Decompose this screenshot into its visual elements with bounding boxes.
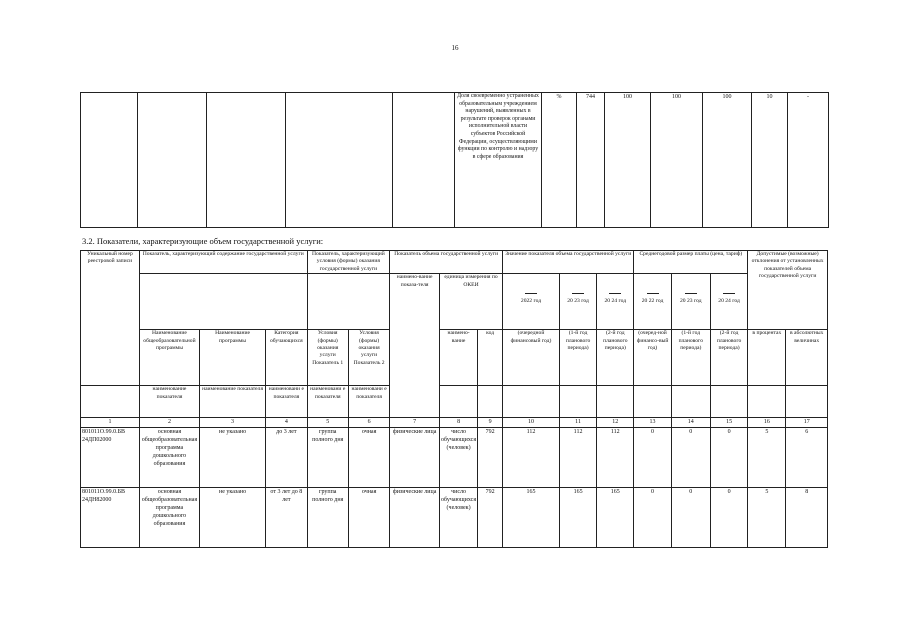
empty-cell	[81, 93, 138, 228]
empty-cell	[503, 386, 560, 418]
indicator-cell: физические лица	[390, 428, 440, 488]
unique-number-header: Уникальный номер реестровой записи	[81, 251, 140, 386]
year-underline	[647, 293, 659, 294]
program-cell: основная общеобразовательная программа дошкольного образования	[139, 428, 199, 488]
dev-absolute-cell: 6	[786, 428, 828, 488]
price-2023-header	[671, 274, 710, 330]
program-name-cell: не указано	[199, 488, 265, 548]
volume-indicators-table	[80, 250, 828, 548]
condition2-header: Условия (формы) оказания услуги Показатель 2	[348, 330, 389, 386]
table-row	[81, 428, 828, 488]
empty-cell	[286, 93, 393, 228]
column-number: 3	[199, 418, 265, 428]
volume-values-header: Значение показателя объема государственной услуги	[503, 251, 634, 274]
price-2023-cell: 0	[671, 488, 710, 548]
year-2023-label: 20 23 год	[567, 297, 589, 304]
year-2023-header	[559, 274, 596, 330]
column-number: 4	[266, 418, 307, 428]
unit-cell: %	[542, 93, 577, 228]
column-number: 10	[503, 418, 560, 428]
empty-cell	[439, 386, 477, 418]
column-number: 8	[439, 418, 477, 428]
value-2022-cell: 112	[503, 428, 560, 488]
indicator-name-cell: Доля своевременно устраненных образовательным учреждением нарушений, выявленных в результате проверок органами исполнительной власти субъектов Российской Федерации, осуществляющими функции по контролю и надзору в сфере образования	[455, 93, 542, 228]
header-row	[81, 330, 828, 386]
content-indicator-header: Показатель, характеризующий содержание государственной услуги	[139, 251, 307, 274]
value-2022-cell: 100	[605, 93, 651, 228]
program-name-header: Наименование программы	[199, 330, 265, 386]
header-row	[81, 251, 828, 274]
empty-cell	[710, 386, 747, 418]
unit-name-header: наимено-вание	[439, 330, 477, 386]
indicator-name-header: наименование показателя	[199, 386, 265, 418]
allowed-deviation-header: Допустимые (возможные) отклонения от установленных показателей объема государственной услуги	[748, 251, 828, 330]
column-number: 6	[348, 418, 389, 428]
value-2023-cell: 165	[559, 488, 596, 548]
deviation-percent-cell: 10	[752, 93, 788, 228]
section-heading: 3.2. Показатели, характеризующие объем государственной услуги:	[82, 236, 324, 246]
page-number: 16	[451, 44, 459, 52]
price-2024-cell: 0	[710, 428, 747, 488]
year-underline	[685, 293, 697, 294]
value-2022-cell: 165	[503, 488, 560, 548]
condition1-header: Условия (формы) оказания услуги Показатель 1	[307, 330, 348, 386]
year-2022-header	[503, 274, 560, 330]
planning-year1-header: (1-й год планового периода)	[559, 330, 596, 386]
table-row	[81, 93, 829, 228]
year-2024-label: 20 24 год	[604, 297, 627, 304]
column-number: 12	[597, 418, 634, 428]
year-underline	[525, 293, 537, 294]
year-2024-header	[597, 274, 634, 330]
value-2023-cell: 100	[651, 93, 703, 228]
program-name-cell: не указано	[199, 428, 265, 488]
student-category-header: Категория обучающихся	[266, 330, 307, 386]
price-2023-label: 20 23 год	[679, 297, 702, 304]
empty-cell	[559, 386, 596, 418]
unit-code-header: код	[478, 330, 503, 386]
conditions-indicator-header: Показатель, характеризующий условия (формы) оказания государственной услуги	[307, 251, 390, 274]
code-cell: 792	[478, 488, 503, 548]
column-number: 17	[786, 418, 828, 428]
quality-indicators-continuation-table	[80, 92, 829, 228]
indicator-name-header: наименовани е показателя	[266, 386, 307, 418]
deviation-absolute-cell: -	[788, 93, 829, 228]
column-number: 1	[81, 418, 140, 428]
column-number: 7	[390, 418, 440, 428]
indicator-name-header: наименовани е показателя	[307, 386, 348, 418]
empty-cell	[597, 386, 634, 418]
price-2022-cell: 0	[634, 428, 671, 488]
column-number: 16	[748, 418, 786, 428]
indicator-name-header: наименовани е показателя	[348, 386, 389, 418]
price-planning1-header: (1-й год планового периода)	[671, 330, 710, 386]
column-number: 14	[671, 418, 710, 428]
year-underline	[609, 293, 621, 294]
indicator-cell: физические лица	[390, 488, 440, 548]
condition1-cell: группа полного дня	[307, 488, 348, 548]
year-underline	[572, 293, 584, 294]
condition2-cell: очная	[348, 488, 389, 548]
unit-cell: число обучающихся (человек)	[439, 488, 477, 548]
planning-year2-header: (2-й год планового периода)	[597, 330, 634, 386]
empty-cell	[634, 386, 671, 418]
column-number: 13	[634, 418, 671, 428]
dev-percent-cell: 5	[748, 428, 786, 488]
price-2023-cell: 0	[671, 428, 710, 488]
in-percent-header: в процентах	[748, 330, 786, 386]
price-2022-label: 20 22 год	[641, 297, 664, 304]
empty-cell	[786, 386, 828, 418]
empty-cell	[671, 386, 710, 418]
avg-price-header: Среднегодовой размер платы (цена, тариф)	[634, 251, 748, 274]
column-number: 15	[710, 418, 747, 428]
dev-absolute-cell: 8	[786, 488, 828, 548]
volume-name-header: наимено-вание показа-теля	[390, 274, 440, 418]
value-2024-cell: 165	[597, 488, 634, 548]
in-absolute-header: в абсолютных величинах	[786, 330, 828, 386]
empty-cell	[307, 274, 390, 330]
price-2022-header	[634, 274, 671, 330]
header-row	[81, 386, 828, 418]
condition2-cell: очная	[348, 428, 389, 488]
column-numbers-row	[81, 418, 828, 428]
price-2024-cell: 0	[710, 488, 747, 548]
register-number-cell: 801011О.99.0.БВ 24ДП02000	[81, 428, 140, 488]
value-2023-cell: 112	[559, 428, 596, 488]
unit-okei-header: единица измерения по ОКЕИ	[439, 274, 502, 330]
current-fin-year-header: (очередной финансовый год)	[503, 330, 560, 386]
program-cell: основная общеобразовательная программа дошкольного образования	[139, 488, 199, 548]
price-2024-header	[710, 274, 747, 330]
price-2022-cell: 0	[634, 488, 671, 548]
code-cell: 792	[478, 428, 503, 488]
empty-cell	[478, 386, 503, 418]
empty-cell	[138, 93, 207, 228]
header-row	[81, 274, 828, 330]
dev-percent-cell: 5	[748, 488, 786, 548]
indicator-name-header: наименование показателя	[139, 386, 199, 418]
column-number: 9	[478, 418, 503, 428]
condition1-cell: группа полного дня	[307, 428, 348, 488]
value-2024-cell: 100	[703, 93, 752, 228]
empty-cell	[393, 93, 455, 228]
column-number: 11	[559, 418, 596, 428]
year-underline	[723, 293, 735, 294]
column-number: 5	[307, 418, 348, 428]
okei-code-cell: 744	[577, 93, 605, 228]
price-current-header: (очеред-ной финансо-вый год)	[634, 330, 671, 386]
category-cell: от 3 лет до 8 лет	[266, 488, 307, 548]
register-number-cell: 801011О.99.0.БВ 24ДН82000	[81, 488, 140, 548]
empty-cell	[207, 93, 286, 228]
price-planning2-header: (2-й год планового периода)	[710, 330, 747, 386]
year-2022-label: 2022 год	[520, 297, 542, 304]
unit-cell: число обучающихся (человек)	[439, 428, 477, 488]
column-number: 2	[139, 418, 199, 428]
empty-cell	[748, 386, 786, 418]
table-row	[81, 488, 828, 548]
empty-cell	[139, 274, 307, 330]
value-2024-cell: 112	[597, 428, 634, 488]
category-cell: до 3 лет	[266, 428, 307, 488]
empty-cell	[81, 386, 140, 418]
edu-program-header: Наименование общеобразовательной программы	[139, 330, 199, 386]
price-2024-label: 20 24 год	[718, 297, 740, 304]
volume-indicator-header: Показатель объема государственной услуги	[390, 251, 503, 274]
